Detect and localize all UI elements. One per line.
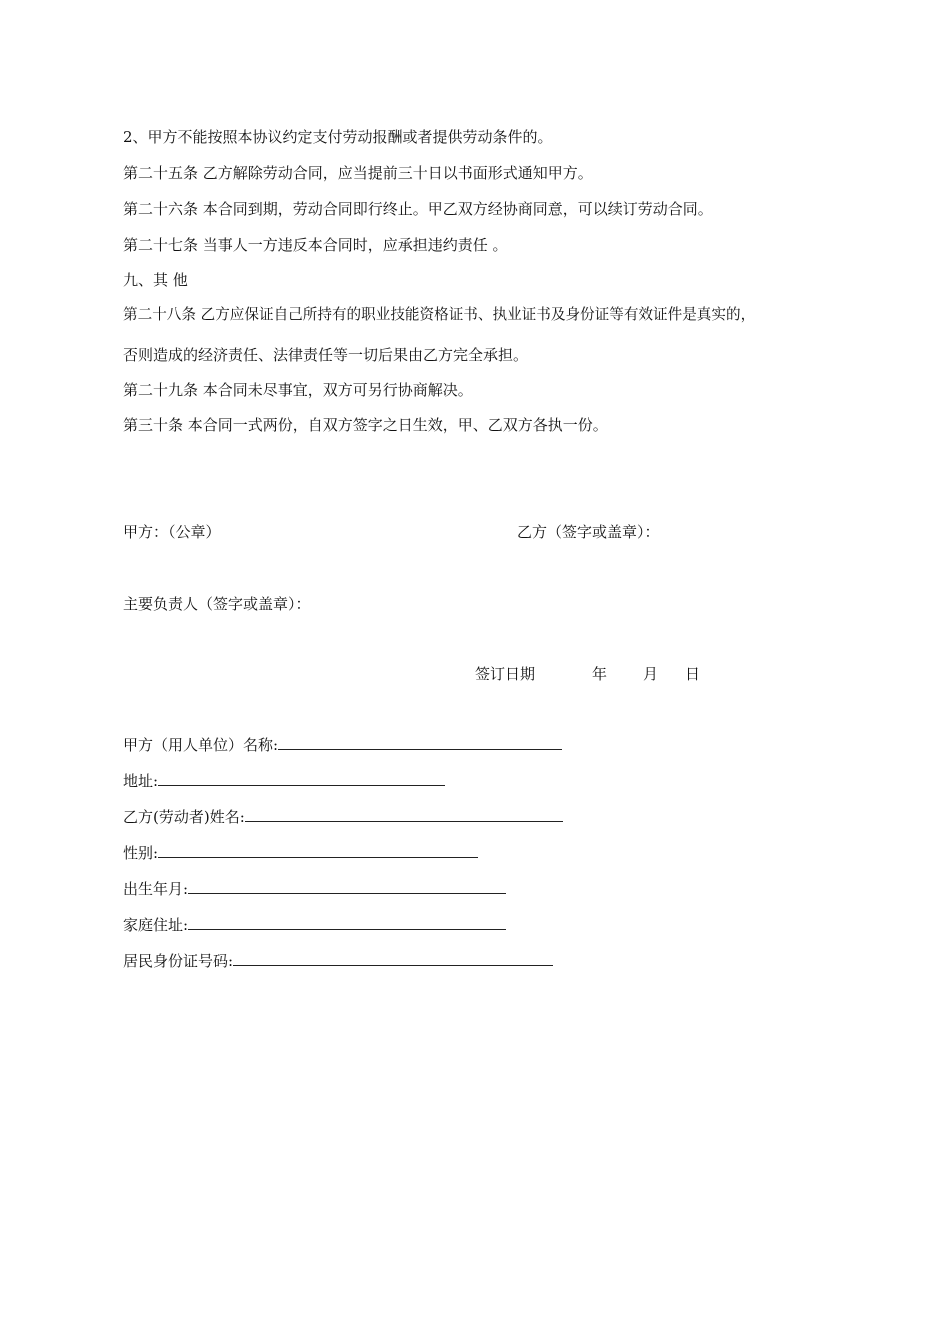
clause-article-28: 第二十八条 乙方应保证自己所持有的职业技能资格证书、执业证书及身份证等有效证件是真实的， [123, 306, 756, 323]
field-gender-label: 性别: [123, 844, 159, 862]
field-id-number [123, 951, 553, 971]
responsible-person-label: 主要负责人（签字或盖章）： [123, 595, 311, 613]
field-home-address-label: 家庭住址: [123, 916, 189, 934]
clause-article-29: 第二十九条 本合同未尽事宜，双方可另行协商解决。 [123, 381, 473, 399]
field-id-number-label: 居民身份证号码: [123, 952, 234, 970]
field-id-number-blank[interactable] [233, 951, 553, 966]
date-month-label: 月 [643, 665, 659, 683]
date-day-label: 日 [685, 665, 701, 683]
field-birth-date-blank[interactable] [188, 879, 506, 894]
clause-article-25: 第二十五条 乙方解除劳动合同，应当提前三十日以书面形式通知甲方。 [123, 164, 593, 182]
field-worker-name-label: 乙方(劳动者)姓名: [123, 808, 245, 826]
clause-article-28-continued: 否则造成的经济责任、法律责任等一切后果由乙方完全承担。 [123, 346, 529, 364]
date-year-label: 年 [592, 665, 608, 683]
party-a-seal-label: 甲方：（公章） [123, 523, 221, 541]
clause-article-26: 第二十六条 本合同到期，劳动合同即行终止。甲乙双方经协商同意，可以续订劳动合同。 [123, 200, 713, 218]
field-address-blank[interactable] [158, 771, 445, 786]
section-heading-other: 九、其 他 [123, 271, 188, 289]
field-employer-name [123, 735, 562, 755]
signing-date-label: 签订日期 [475, 665, 536, 683]
party-b-signature-label: 乙方（签字或盖章）： [517, 523, 660, 541]
field-gender [123, 843, 478, 863]
field-address-label: 地址: [123, 772, 159, 790]
field-birth-date-label: 出生年月: [123, 880, 189, 898]
field-gender-blank[interactable] [158, 843, 478, 858]
field-worker-name [123, 807, 563, 827]
clause-1: 2、甲方不能按照本协议约定支付劳动报酬或者提供劳动条件的。 [123, 128, 553, 146]
clause-article-27: 第二十七条 当事人一方违反本合同时，应承担违约责任 。 [123, 236, 508, 254]
field-employer-name-label: 甲方（用人单位）名称: [123, 736, 279, 754]
field-worker-name-blank[interactable] [245, 807, 563, 822]
field-birth-date [123, 879, 506, 899]
field-employer-name-blank[interactable] [278, 735, 562, 750]
clause-article-30: 第三十条 本合同一式两份，自双方签字之日生效，甲、乙双方各执一份。 [123, 416, 608, 434]
field-address [123, 771, 445, 791]
field-home-address-blank[interactable] [188, 915, 506, 930]
field-home-address [123, 915, 506, 935]
